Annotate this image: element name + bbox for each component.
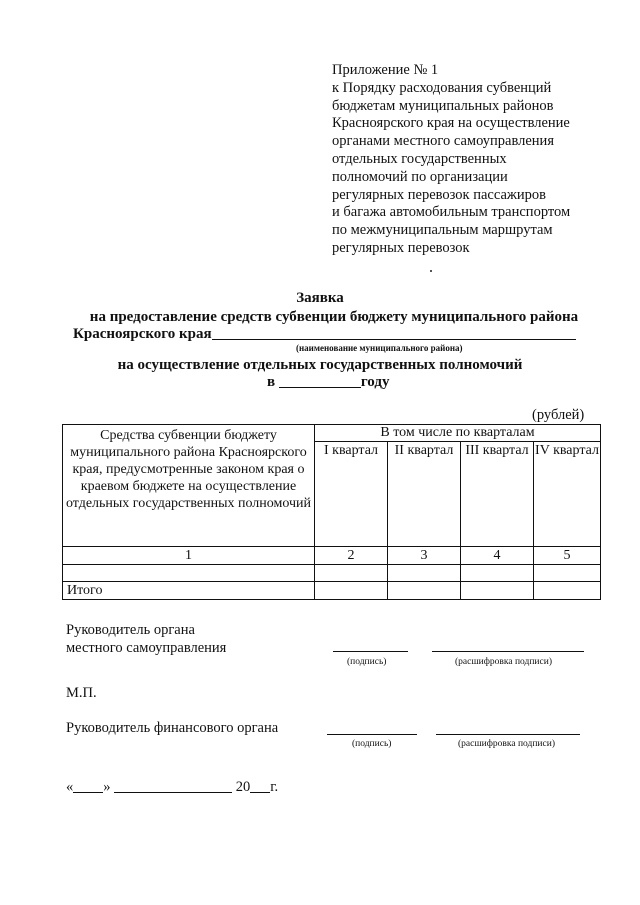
head-local-line-1: Руководитель органа (66, 622, 195, 638)
subvention-table (62, 424, 601, 600)
title-line-2 (73, 325, 576, 343)
year-suffix-field[interactable] (250, 779, 270, 793)
document-title: Заявка (296, 290, 344, 306)
quarter-header-1: I квартал (315, 442, 388, 547)
column-number: 2 (315, 547, 388, 565)
total-label: Итого (63, 582, 315, 600)
table-cell[interactable] (63, 565, 315, 582)
district-name-caption: (наименование муниципального района) (296, 343, 463, 353)
units-label: (рублей) (532, 407, 585, 423)
table-cell[interactable] (534, 565, 601, 582)
date-line (66, 779, 278, 796)
decoding-line-1[interactable] (432, 651, 584, 652)
appendix-line: регулярных перевозок пассажиров (332, 186, 547, 203)
year-suffix: г. (270, 779, 279, 795)
appendix-line: Красноярского края на осуществление (332, 115, 570, 132)
total-cell[interactable] (388, 582, 461, 600)
title-line-2-prefix: Красноярского края (73, 326, 212, 342)
appendix-line: отдельных государственных (332, 150, 507, 167)
date-open-quote: « (66, 779, 74, 795)
month-field[interactable] (114, 779, 232, 793)
title-line-4-prefix: в (267, 374, 276, 390)
signature-line-2[interactable] (327, 734, 417, 735)
title-line-1: на предоставление средств субвенции бюджету муниципального района (89, 309, 579, 325)
table-cell[interactable] (388, 565, 461, 582)
appendix-line: Приложение № 1 (332, 62, 439, 78)
quarter-header-3: III квартал (461, 442, 534, 547)
decoding-line-2[interactable] (436, 734, 580, 735)
desc-header: Средства субвенции бюджету муниципального района Красноярского края, предусмотренные законом края о краевом бюджете на осуществление отдельных государственных полномочий (63, 425, 315, 547)
year-field[interactable] (279, 374, 361, 388)
decoding-caption-2: (расшифровка подписи) (458, 739, 555, 749)
table-cell[interactable] (315, 565, 388, 582)
appendix-line: бюджетам муниципальных районов (332, 97, 554, 114)
column-number: 5 (534, 547, 601, 565)
appendix-line: органами местного самоуправления (332, 133, 554, 150)
title-line-4 (267, 374, 389, 391)
appendix-line: регулярных перевозок (332, 239, 470, 256)
quarter-header-4: IV квартал (534, 442, 601, 547)
total-cell[interactable] (315, 582, 388, 600)
signature-caption-1: (подпись) (347, 657, 387, 667)
head-local-line-2: местного самоуправления (66, 640, 227, 656)
column-number: 1 (63, 547, 315, 565)
total-cell[interactable] (461, 582, 534, 600)
head-finance-label: Руководитель финансового органа (66, 720, 279, 736)
district-name-field[interactable] (212, 325, 576, 340)
stamp-label: М.П. (66, 685, 97, 701)
decoding-caption-1: (расшифровка подписи) (455, 657, 552, 667)
title-line-3: на осуществление отдельных государственных полномочий (117, 357, 523, 373)
quarters-header: В том числе по кварталам (315, 425, 601, 442)
column-number: 4 (461, 547, 534, 565)
day-field[interactable] (73, 779, 103, 793)
table-cell[interactable] (461, 565, 534, 582)
date-close-quote: » (103, 779, 111, 795)
appendix-line: полномочий по организации (332, 168, 508, 185)
appendix-block (332, 62, 632, 258)
total-cell[interactable] (534, 582, 601, 600)
appendix-line: и багажа автомобильным транспортом (332, 204, 571, 221)
year-prefix: 20 (235, 779, 251, 795)
appendix-line: по межмуниципальным маршрутам (332, 222, 553, 239)
scan-dot (430, 270, 432, 272)
quarter-header-2: II квартал (388, 442, 461, 547)
signature-caption-2: (подпись) (352, 739, 392, 749)
head-local-label (66, 621, 226, 657)
appendix-line: к Порядку расходования субвенций (332, 79, 552, 96)
signature-line-1[interactable] (333, 651, 408, 652)
title-line-4-suffix: году (360, 374, 390, 390)
column-number: 3 (388, 547, 461, 565)
